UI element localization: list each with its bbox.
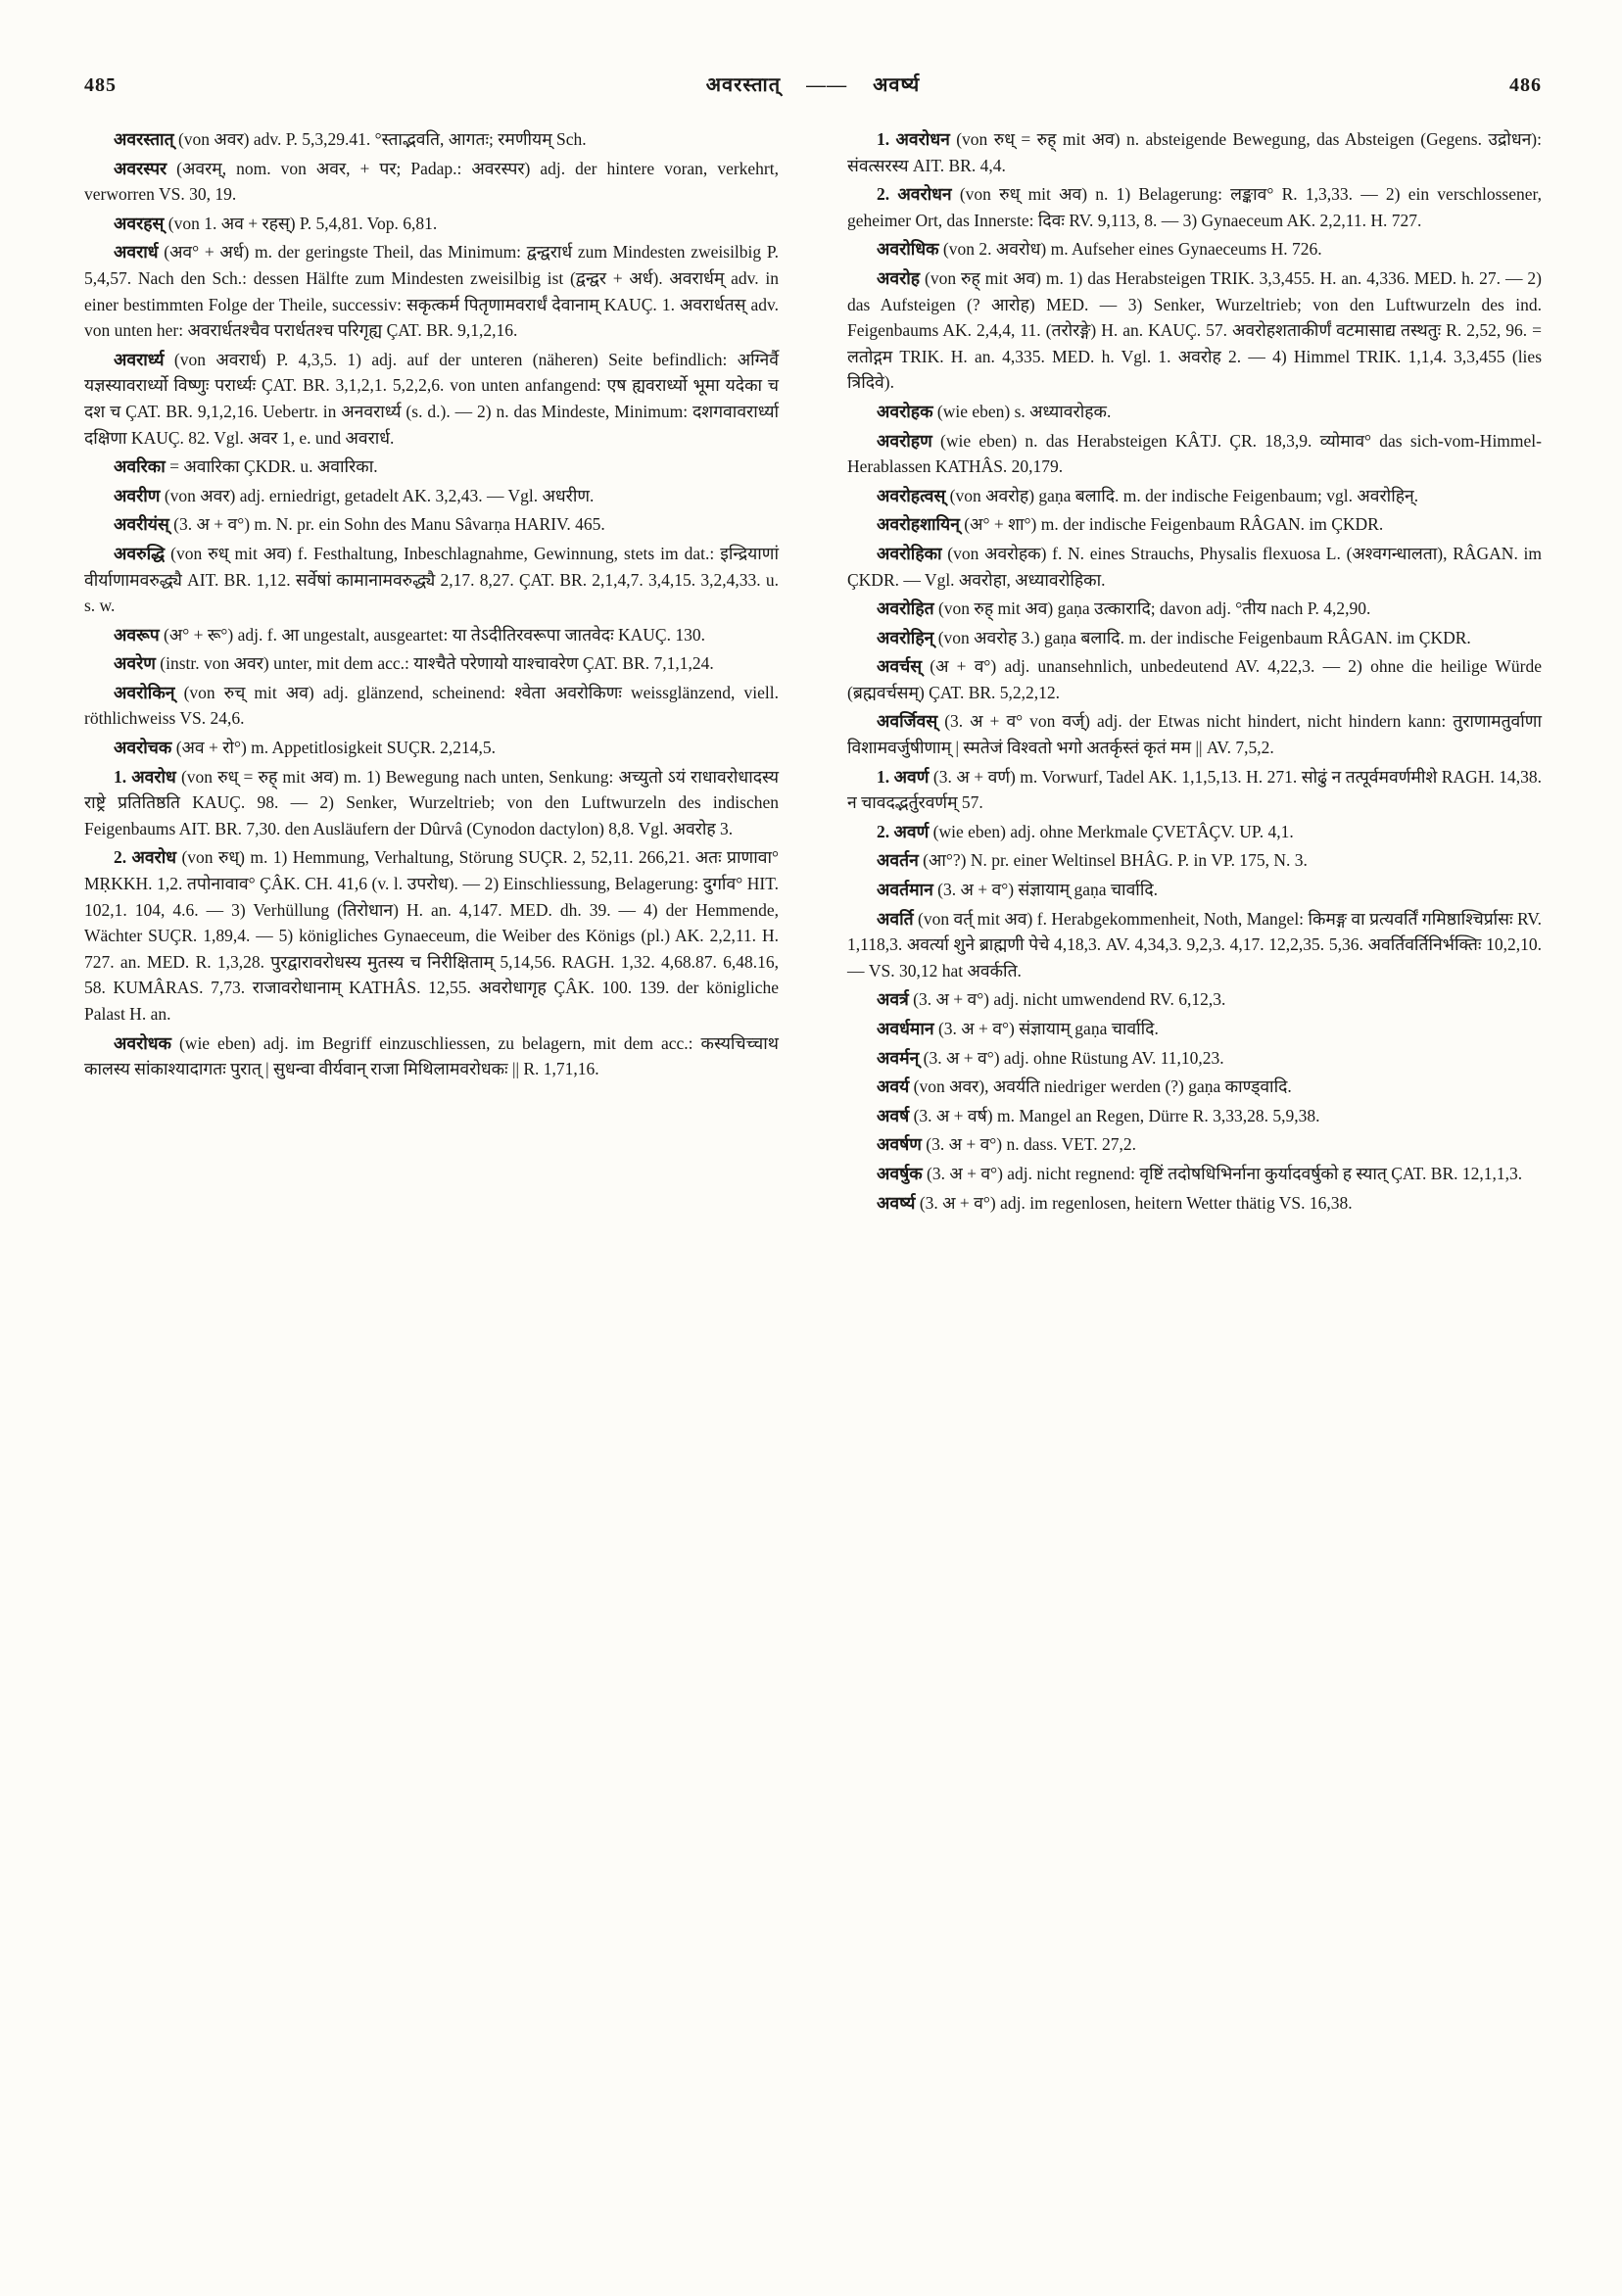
entry-headword: अवरोहशायिन् (877, 514, 960, 535)
entry-headword: अवरोह (877, 267, 921, 288)
dictionary-entry: अवर्जिवस् (3. अ + व° von वर्ज्) adj. der Etwas nicht hindert, nicht hindern kann: तुराणामतुर्वाणा विशामवर्जुषीणाम् | स्मतेजं विश्वतो भगो अतर्कृस्तं कृतं मम || AV. 7,5,2. (847, 711, 1542, 758)
dictionary-entry: अवरस्तात् (von अवर) adv. P. 5,3,29.41. °स्ताद्भवति, आगतः; रमणीयम् Sch. (114, 129, 587, 149)
running-head-last-word: अवर्ष्य (873, 74, 921, 96)
dictionary-entry: अवरोहिका (von अवरोहक) f. N. eines Strauchs, Physalis flexuosa L. (अश्वगन्धालता), RÂGAN. im ÇKDR. — Vgl. अवरोहा, अध्यावरोहिका. (847, 543, 1542, 590)
entry-headword: 2. अवरोधन (877, 184, 952, 205)
dictionary-entry: अवरोधक (wie eben) adj. im Begriff einzuschliessen, zu belagern, mit dem acc.: कस्यचिच्चाथ कालस्य सांकाश्यादागतः पुरात् | सुधन्वा वीर्यवान् राजा मिथिलामवरोधकः || R. 1,71,16. (84, 1032, 779, 1079)
entry-headword: अवर्त्र (877, 989, 909, 1010)
entry-headword: अवरोहिका (877, 543, 942, 563)
dictionary-entry: 1. अवरोध (von रुध् = रुह् mit अव) m. 1) Bewegung nach unten, Senkung: अच्युतो ऽयं राधावरोधादस्य राष्ट्रे प्रतितिष्ठति KAUÇ. 98. — 2) Senker, Wurzeltrieb; von den Luftwurzeln des indischen Feigenbaums AIT. BR. 7,30. den Ausläufern der Dûrvâ (Cynodon dactylon) 8,8. Vgl. अवरोह 3. (84, 766, 779, 838)
entry-headword: अवरीण (114, 485, 161, 505)
dictionary-entry: 2. अवरोधन (von रुध् mit अव) n. 1) Belagerung: लङ्काव° R. 1,3,33. — 2) ein verschlossener, geheimer Ort, das Innerste: दिवः RV. 9,113, 8. — 3) Gynaeceum AK. 2,2,11. H. 727. (847, 184, 1542, 230)
entry-headword: अवरोकिन् (114, 682, 175, 702)
entry-headword: अवरूप (114, 624, 160, 645)
dictionary-entry: अवरोहक (wie eben) s. अध्यावरोहक. (877, 401, 1112, 421)
dictionary-entry: अवरोकिन् (von रुच् mit अव) adj. glänzend, scheinend: श्वेता अवरोकिणः weissglänzend, viell. röthlichweiss VS. 24,6. (84, 682, 779, 729)
dictionary-entry: अवरोहिन् (von अवरोह 3.) gaṇa बलादि. m. der indische Feigenbaum RÂGAN. im ÇKDR. (877, 627, 1471, 647)
dictionary-entry: 2. अवरोध (von रुध्) m. 1) Hemmung, Verhaltung, Störung SUÇR. 2, 52,11. 266,21. अतः प्राणावा° MṚKKH. 1,2. तपोनावाव° ÇÂK. CH. 41,6 (v. l. उपरोध). — 2) Einschliessung, Belagerung: दुर्गाव° HIT. 102,1. 104, 4.6. — 3) Verhüllung (तिरोधान) H. an. 4,147. MED. dh. 39. — 4) der Hemmende, Wächter SUÇR. 1,89,4. — 5) königliches Gynaeceum, die Weiber des Königs (pl.) AK. 2,2,11. H. 727. an. MED. R. 1,3,28. पुरद्वारावरोधस्य मुतस्य च निरीक्षिताम् 5,14,56. RAGH. 1,32. 4,68.87. 6,48.16, 58. KUMÂRAS. 7,73. राजावरोधानाम् KATHÂS. 12,55. अवरोधागृह ÇÂK. 100. 139. der königliche Palast H. an. (84, 847, 779, 1024)
dictionary-entry: अवर्चस् (अ + व°) adj. unansehnlich, unbedeutend AV. 4,22,3. — 2) ohne die heilige Würde (ब्रह्मवर्चसम्) ÇAT. BR. 5,2,2,12. (847, 656, 1542, 702)
entry-headword: अवरिका (114, 456, 166, 477)
entry-headword: अवरोहत्वस् (877, 485, 946, 505)
dictionary-entry: 2. अवर्ण (wie eben) adj. ohne Merkmale ÇVETÂÇV. UP. 4,1. (877, 821, 1294, 841)
entry-headword: अवरुद्धि (114, 543, 166, 563)
dictionary-entry: अवर्तन (आ°?) N. pr. einer Weltinsel BHÂG. P. in VP. 175, N. 3. (877, 850, 1308, 871)
entry-headword: अवरार्ध (114, 242, 159, 263)
dictionary-entry: अवरिका = अवारिका ÇKDR. u. अवारिका. (114, 456, 378, 477)
dictionary-entry: अवर्तमान (3. अ + व°) संज्ञायाम् gaṇa चार्वादि. (877, 880, 1159, 900)
entry-headword: अवरोधिक (877, 239, 939, 260)
entry-headword: अवरस्तात् (114, 129, 174, 149)
dictionary-entry: अवर्ति (von वर्त् mit अव) f. Herabgekommenheit, Noth, Mangel: किमङ्ग वा प्रत्यवर्तिं गमिष्ठाश्चिर्प्रासः RV. 1,118,3. अवर्त्या शुने ब्राह्मणी पेचे 4,18,3. AV. 4,34,3. 9,2,3. 4,17. 12,2,35. 5,36. अवर्तिवर्तिनिर्भक्तिः 10,2,10. — VS. 30,12 hat अवर्कति. (847, 908, 1542, 981)
entry-headword: अवर्तन (877, 850, 919, 871)
entry-headword: अवर्य (877, 1076, 910, 1097)
entry-headword: अवर्षुक (877, 1163, 923, 1183)
dictionary-entry: अवर्मन् (3. अ + व°) adj. ohne Rüstung AV. 11,10,23. (877, 1047, 1224, 1068)
dictionary-entry: अवरार्ध्य (von अवरार्ध) P. 4,3,5. 1) adj. auf der unteren (näheren) Seite befindlich: अग्निर्वै यज्ञस्यावरार्ध्यो विष्णुः परार्ध्यः ÇAT. BR. 3,1,2,1. 5,2,2,6. von unten anfangend: एष ह्यवरार्ध्यो भूमा यदेका च दश च ÇAT. BR. 9,1,2,16. Uebertr. in अनवरार्ध्य (s. d.). — 2) n. das Mindeste, Minimum: दशगवावरार्ध्या दक्षिणा KAUÇ. 82. Vgl. अवर 1, e. und अवरार्ध. (84, 349, 779, 448)
dictionary-entry: 1. अवर्ण (3. अ + वर्ण) m. Vorwurf, Tadel AK. 1,1,5,13. H. 271. सोढुं न तत्पूर्वमवर्णमीशे RAGH. 14,38. न चावदद्भर्तुरवर्णम् 57. (847, 766, 1542, 813)
dictionary-entry: अवरोहत्वस् (von अवरोह) gaṇa बलादि. m. der indische Feigenbaum; vgl. अवरोहिन्. (877, 485, 1419, 505)
dictionary-entry: अवरीण (von अवर) adj. erniedrigt, getadelt AK. 3,2,43. — Vgl. अधरीण. (114, 485, 595, 505)
entry-headword: 1. अवर्ण (877, 766, 930, 787)
dictionary-entry: अवरूप (अ° + रू°) adj. f. आ ungestalt, ausgeartet: या तेऽदीतिरवरूपा जातवेदः KAUÇ. 130. (114, 624, 705, 645)
entry-headword: अवरीयंस् (114, 514, 169, 535)
two-column-body (84, 126, 1542, 1219)
dictionary-entry: अवर्षण (3. अ + व°) n. dass. VET. 27,2. (877, 1134, 1137, 1155)
entry-headword: अवरस्पर (114, 158, 167, 178)
entry-headword: अवरेण (114, 653, 156, 674)
dictionary-entry: अवर्य (von अवर), अवर्यति niedriger werden (?) gaṇa काण्ड्वादि. (877, 1076, 1292, 1097)
running-head (706, 71, 920, 97)
entry-headword: अवरोधक (114, 1032, 171, 1053)
entry-headword: अवरोहक (877, 401, 933, 421)
dictionary-entry: अवर्धमान (3. अ + व°) संज्ञायाम् gaṇa चार्वादि. (877, 1019, 1159, 1038)
dictionary-entry: अवरोहशायिन् (अ° + शा°) m. der indische Feigenbaum RÂGAN. im ÇKDR. (877, 514, 1384, 535)
entry-headword: अवरोहित (877, 598, 934, 619)
running-head-first-word: अवरस्तात् (705, 74, 782, 96)
dictionary-entry: अवरार्ध (अव° + अर्ध) m. der geringste Theil, das Minimum: द्वन्द्वरार्ध zum Mindesten zweisilbig P. 5,4,57. Nach den Sch.: dessen Hälfte zum Mindesten zweisilbig ist (द्वन्द्वर + अर्ध). अवरार्धम् adv. in einer bestimmten Folge der Theile, successiv: सकृत्कर्म पितृणामवरार्धं देवानाम् KAUÇ. 1. अवरार्धतस् adv. von unten her: अवरार्धतश्चैव परार्धतश्च परिगृह्य ÇAT. BR. 9,1,2,16. (84, 242, 779, 341)
left-column (84, 126, 779, 1219)
dictionary-entry: अवर्ष (3. अ + वर्ष) m. Mangel an Regen, Dürre R. 3,33,28. 5,9,38. (877, 1105, 1320, 1125)
entry-headword: अवर्जिवस् (877, 711, 938, 732)
dictionary-entry: अवरोह (von रुह् mit अव) m. 1) das Herabsteigen TRIK. 3,3,455. H. an. 4,336. MED. h. 27. — 2) das Aufsteigen (? आरोह) MED. — 3) Senker, Wurzeltrieb; von den Luftwurzeln des ind. Feigenbaums AK. 2,4,4, 11. (तरोरङ्गे) H. an. KAUÇ. 57. अवरोहशताकीर्णं वटमासाद्य तस्थतुः R. 2,52, 96. = लतोद्गम TRIK. H. an. 4,335. MED. h. Vgl. 1. अवरोह 2. — 4) Himmel TRIK. 1,1,4. 3,3,455 (lies त्रिदिवे). (847, 267, 1542, 393)
dictionary-entry: अवर्ष्य (3. अ + व°) adj. im regenlosen, heitern Wetter thätig VS. 16,38. (877, 1192, 1353, 1213)
dictionary-entry: अवरुद्धि (von रुध् mit अव) f. Festhaltung, Inbeschlagnahme, Gewinnung, stets im dat.: इन्द्रियाणां वीर्याणामवरुद्ध्यै AIT. BR. 1,12. सर्वेषां कामानामवरुद्ध्यै 2,17. 8,27. ÇAT. BR. 2,1,4,7. 3,4,15. 3,2,4,33. u. s. w. (84, 543, 779, 616)
entry-headword: अवर्तमान (877, 880, 933, 900)
page-header (84, 71, 1542, 97)
entry-headword: अवर्ष्य (877, 1192, 916, 1213)
entry-headword: अवरोचक (114, 738, 172, 758)
dictionary-entry: 1. अवरोधन (von रुध् = रुह् mit अव) n. absteigende Bewegung, das Absteigen (Gegens. उद्रोधन): संवत्सरस्य AIT. BR. 4,4. (847, 129, 1542, 175)
page-number-left: 485 (84, 74, 117, 96)
dictionary-entry: अवर्षुक (3. अ + व°) adj. nicht regnend: वृष्टिं तदोषधिभिर्नाना कुर्यादवर्षुको ह स्यात् ÇAT. BR. 12,1,1,3. (877, 1163, 1523, 1183)
dictionary-entry: अवर्त्र (3. अ + व°) adj. nicht umwendend RV. 6,12,3. (877, 989, 1226, 1010)
entry-headword: अवरार्ध्य (114, 349, 165, 369)
entry-headword: अवर्धमान (877, 1019, 934, 1038)
running-head-dash: —— (806, 74, 848, 96)
entry-headword: अवरोहण (877, 430, 932, 451)
dictionary-entry: अवरोहित (von रुह् mit अव) gaṇa उत्कारादि; davon adj. °तीय nach P. 4,2,90. (877, 598, 1371, 619)
entry-headword: 2. अवरोध (114, 847, 177, 868)
entry-headword: अवर्चस् (877, 656, 923, 677)
entry-headword: 1. अवरोधन (877, 129, 950, 149)
entry-headword: अवर्मन् (877, 1047, 920, 1068)
dictionary-entry: अवरोधिक (von 2. अवरोध) m. Aufseher eines Gynaeceums H. 726. (877, 239, 1322, 260)
entry-headword: अवर्ति (877, 908, 914, 929)
dictionary-entry: अवरीयंस् (3. अ + व°) m. N. pr. ein Sohn des Manu Sâvarṇa HARIV. 465. (114, 514, 605, 535)
entry-headword: 1. अवरोध (114, 766, 176, 787)
entry-headword: 2. अवर्ण (877, 821, 930, 841)
right-column (847, 126, 1542, 1219)
page-number-right: 486 (1508, 74, 1542, 96)
dictionary-entry: अवरोचक (अव + रो°) m. Appetitlosigkeit SUÇR. 2,214,5. (114, 738, 497, 758)
entry-headword: अवर्षण (877, 1134, 922, 1155)
entry-headword: अवरोहिन् (877, 627, 934, 647)
dictionary-entry: अवरस्पर (अवरम्, nom. von अवर, + पर; Padap.: अवरस्पर) adj. der hintere voran, verkehrt, verworren VS. 30, 19. (84, 158, 779, 205)
dictionary-entry: अवरेण (instr. von अवर) unter, mit dem acc.: याश्चैते परेणायो याश्चावरेण ÇAT. BR. 7,1,1,24. (114, 653, 714, 674)
entry-headword: अवरहस् (114, 213, 165, 233)
dictionary-entry: अवरोहण (wie eben) n. das Herabsteigen KÂTJ. ÇR. 18,3,9. व्योमाव° das sich-vom-Himmel-Herablassen KATHÂS. 20,179. (847, 430, 1542, 477)
dictionary-entry: अवरहस् (von 1. अव + रहस्) P. 5,4,81. Vop. 6,81. (114, 213, 438, 233)
entry-headword: अवर्ष (877, 1105, 910, 1125)
